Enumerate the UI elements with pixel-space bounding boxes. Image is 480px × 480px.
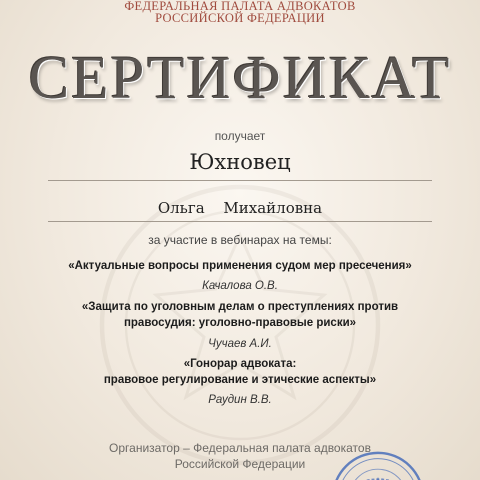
webinar-topic-3	[0, 356, 480, 388]
webinar-topic-1	[0, 258, 480, 274]
names-underline	[48, 221, 432, 222]
recipient-given-names: Ольга Михайловна	[157, 199, 323, 217]
organization-header-line2: РОССИЙСКОЙ ФЕДЕРАЦИИ	[155, 11, 325, 25]
organization-header-line1: ФЕДЕРАЛЬНАЯ ПАЛАТА АДВОКАТОВ	[124, 0, 356, 13]
organization-header	[0, 0, 480, 24]
organizer-line2: Российской Федерации	[174, 457, 306, 471]
webinar-topic-3-line2: правовое регулирование и этические аспекты»	[103, 374, 377, 386]
official-seal-stamp	[330, 450, 426, 480]
webinar-topic-2-line1: «Защита по уголовным делам о преступлениях против	[81, 301, 399, 313]
webinar-author-1: Качалова О.В.	[202, 280, 278, 292]
receives-label: получает	[214, 129, 266, 143]
surname-underline	[48, 180, 432, 181]
webinar-topic-2	[0, 299, 480, 331]
certificate-title: СЕРТИФИКАТ	[28, 45, 452, 112]
webinar-author-3: Раудин В.В.	[208, 394, 272, 406]
webinar-topic-1-line1: «Актуальные вопросы применения судом мер пресечения»	[68, 260, 412, 272]
webinar-topic-2-line2: правосудия: уголовно-правовые риски»	[123, 317, 357, 329]
webinar-topic-3-line1: «Гонорар адвоката:	[183, 358, 297, 370]
webinar-author-2: Чучаев А.И.	[208, 338, 272, 350]
organizer-line1: Организатор – Федеральная палата адвокатов	[109, 441, 371, 455]
participation-text: за участие в вебинарах на темы:	[148, 233, 332, 247]
recipient-surname: Юхновец	[189, 150, 291, 174]
